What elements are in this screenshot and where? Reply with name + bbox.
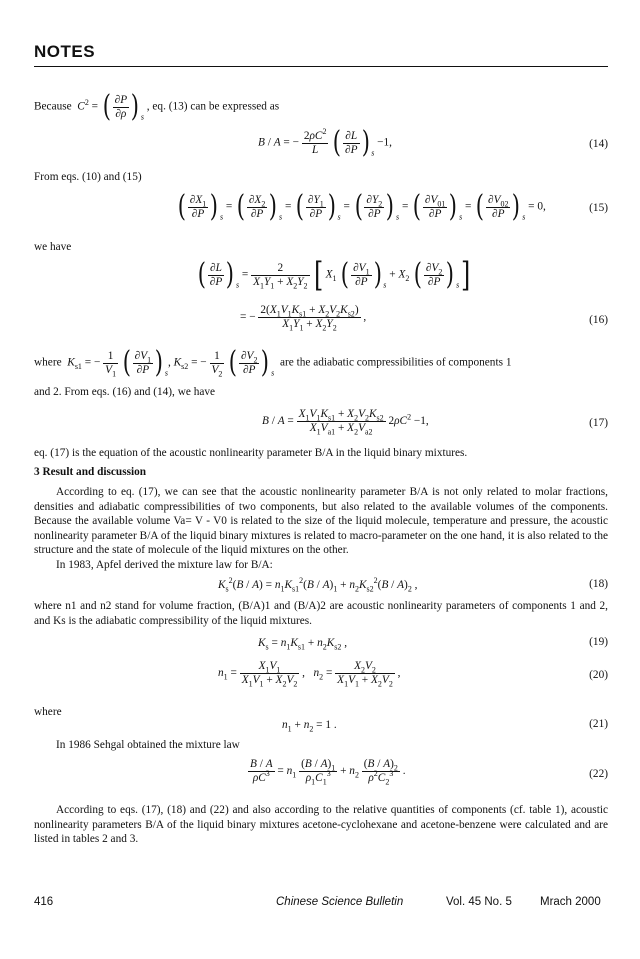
eqnum-17: (17) bbox=[589, 417, 608, 429]
eqnum-15: (15) bbox=[589, 202, 608, 214]
equation-16-line2: = − $\frac{2(X_1V_1K_{s1} + X_2V_2K_{s2})}{X_1Y_1 + X_2Y_2}$ , bbox=[240, 304, 367, 333]
section-3-heading: 3 Result and discussion bbox=[34, 466, 147, 478]
from-eqs-line: From eqs. (10) and (15) bbox=[34, 171, 142, 183]
page-number: 416 bbox=[34, 896, 54, 908]
paragraph-calculation: According to eqs. (17), (18) and (22) and also according to the relative quantities of components (cf. table 1), acoustic nonlinearity parameters B/A of the liquid binary mixtures acetone-cyclohexane and acetone-benzene were calculated and are listed in tables 2 and 3. bbox=[34, 804, 608, 846]
eqnum-21: (21) bbox=[589, 718, 608, 730]
paragraph-result: According to eq. (17), we can see that the acoustic nonlinearity parameter B/A is not only related to molar fractions, densities and adiabatic compressibilities of two components, but also related to the available volumes of the components. Because the available volume Va= V - V0 is related to the size of the liquid molecule, temperature and pressure, the acoustic nonlinearity parameter B/A of the liquid binary mixtures is related to macro-parameter on the one hand, it is also related to the structure and the state of molecule of the liquid mixtures on the other. bbox=[34, 486, 608, 557]
where1-tail-text: are the adiabatic compressibilities of components 1 bbox=[279, 356, 512, 369]
eqnum-19: (19) bbox=[589, 636, 608, 648]
eq17-description: eq. (17) is the equation of the acoustic nonlinearity parameter B/A in the liquid binary mixtures. bbox=[34, 447, 468, 459]
equation-19: $K_s = n_1K_{s1} + n_2K_{s2}$ , bbox=[258, 637, 348, 652]
publication-date: Mrach 2000 bbox=[540, 896, 601, 908]
equation-15: ( $\frac{\partial X_1}{\partial P}$ ) $_s$ = ( $\frac{\partial X_2}{\partial P}$ ) $_s$ = ( $\frac{\partial Y_1}{\partial P}$ ) $_s$ = ( $\frac{\partial Y_2}{\partial P}$ ) $_s$ = ( $\frac{\partial V_{01}}{\partial P}$ ) $_s$ = ( $\frac{\partial V_{02}}{\partial P}$ ) $_s$ = 0, bbox=[177, 189, 546, 224]
equation-21: $n_1 + n_2 = 1$ . bbox=[282, 719, 337, 734]
header-rule bbox=[34, 66, 608, 67]
eq13-text: , eq. (13) can be expressed as bbox=[146, 100, 280, 113]
apfel-line: In 1983, Apfel derived the mixture law for B/A: bbox=[56, 559, 273, 571]
section-header: NOTES bbox=[34, 42, 96, 61]
equation-17: B / A = $\frac{X_1V_1K_{s1} + X_2V_2K_{s2}}{X_1V_{a1} + X_2V_{a2}}$ $2\rho C^2 -1$, bbox=[262, 408, 429, 437]
journal-name: Chinese Science Bulletin bbox=[276, 896, 404, 908]
where-volume-fraction: where n1 and n2 stand for volume fraction, (B/A)1 and (B/A)2 are acoustic nonlinearity parameters of components 1 and 2, and Ks is the adiabatic compressibility of the liquid mixtures. bbox=[34, 600, 608, 627]
eqnum-20: (20) bbox=[589, 669, 608, 681]
eqnum-18: (18) bbox=[589, 578, 608, 590]
because-text: Because bbox=[34, 100, 72, 113]
equation-18: $K_s^2(B / A) = n_1K_{s1}^2(B / A)_1 + n_2K_{s2}^2(B / A)_2$ , bbox=[218, 576, 418, 594]
because-line: Because $C^2$ = ( $\frac{\partial P}{\partial\rho}$ ) $_s$ , eq. (13) can be expressed as bbox=[34, 89, 280, 124]
we-have-line: we have bbox=[34, 241, 72, 253]
equation-14: B / A = − $\frac{2\rho C^2}{L}$ ( $\frac{\partial L}{\partial P}$ ) $_s$ −1, bbox=[258, 125, 393, 160]
eqnum-14: (14) bbox=[589, 138, 608, 150]
eqnum-16: (16) bbox=[589, 314, 608, 326]
where-line: where bbox=[34, 706, 62, 718]
where1-text: where bbox=[34, 356, 62, 369]
volume-issue: Vol. 45 No. 5 bbox=[446, 896, 512, 908]
and2-line: and 2. From eqs. (16) and (14), we have bbox=[34, 386, 216, 398]
equation-22: $\frac{B / A}{\rho C^3}$ = $n_1$ $\frac{(B / A)_1}{\rho_1C_1^3}$ + $n_2$ $\frac{(B / A)_2}{\rho^2C_2^3}$ . bbox=[250, 758, 406, 787]
where-ks-line: where $K_{s1}$ = − $\frac{1}{V_1}$ ( $\frac{\partial V_1}{\partial P}$ ) $_s$, $K_{s2}$ = − $\frac{1}{V_2}$ ( $\frac{\partial V_2}{\partial P}$ ) $_s$ are the adiabatic compressibilities of components 1 bbox=[34, 345, 512, 380]
eqnum-22: (22) bbox=[589, 768, 608, 780]
equation-20: $n_1$ = $\frac{X_1V_1}{X_1V_1 + X_2V_2}$ , $n_2$ = $\frac{X_2V_2}{X_1V_1 + X_2V_2}$ , bbox=[218, 660, 401, 689]
equation-16-line1: ( $\frac{\partial L}{\partial P}$ ) $_s$ = $\frac{2}{X_1Y_1 + X_2Y_2}$ [ $X_1$ ( $\frac{\partial V_1}{\partial P}$ ) $_s + X_2$ ( $\frac{\partial V_2}{\partial P}$ ) $_s$] bbox=[197, 255, 471, 295]
sehgal-line: In 1986 Sehgal obtained the mixture law bbox=[56, 739, 240, 751]
